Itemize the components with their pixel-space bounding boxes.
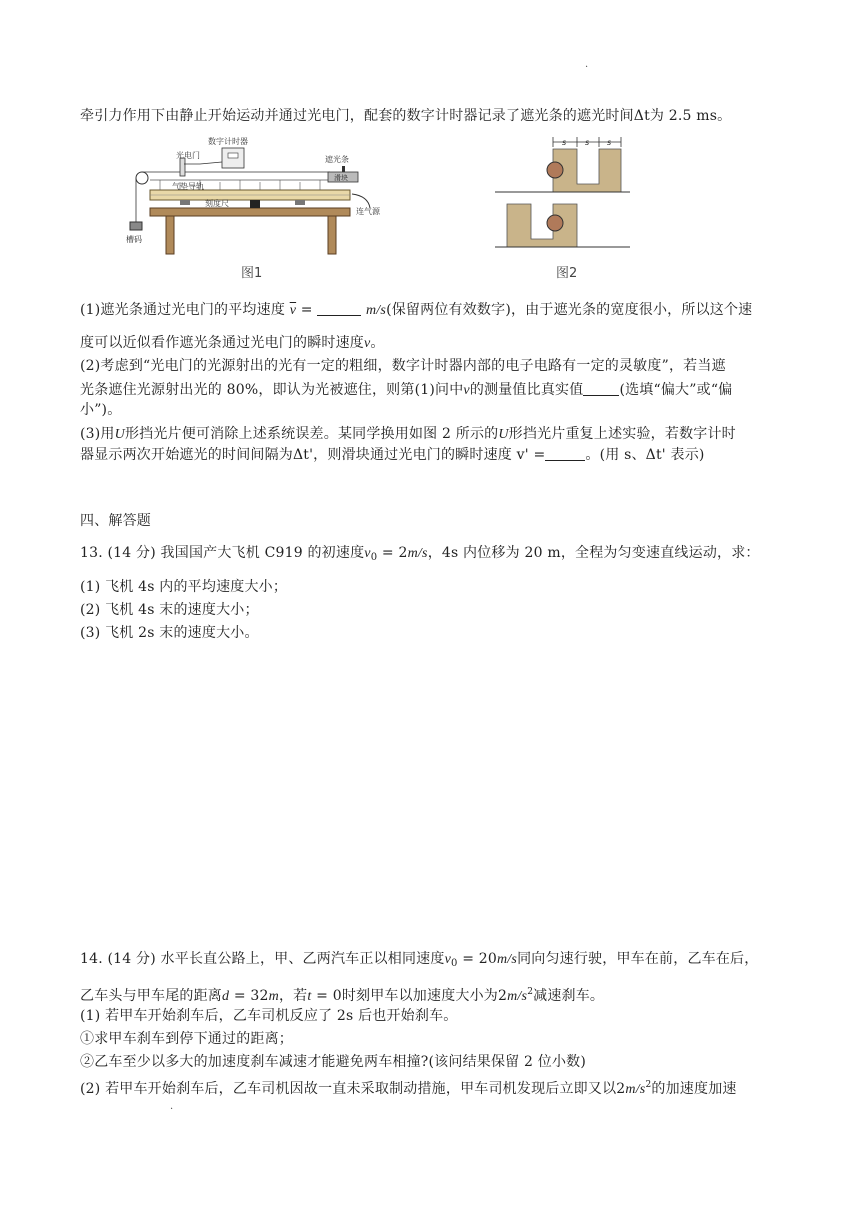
problem-14-line-3: (1) 若甲车开始刹车后，乙车司机反应了 2s 后也开始刹车。 [80, 1008, 458, 1024]
problem-14-line-6: (2) 若甲车开始刹车后，乙车司机因故一直未采取制动措施，甲车司机发现后立即又以$2m/s^2$的加速度加速 [80, 1080, 737, 1097]
label-rail: 气垫导轨 [172, 182, 204, 191]
s-label-2: s [585, 138, 590, 147]
question-3-line-1: (3)用U形挡光片便可消除上述系统误差。某同学换用如图 2 所示的U形挡光片重复上述实验，若数字计时 [80, 426, 736, 442]
s-label-3: s [607, 138, 612, 147]
s-label-1: s [562, 138, 567, 147]
problem-14-line-1: 14. (14 分) 水平长直公路上，甲、乙两汽车正以相同速度$v_0 = 20m/s$同向匀速行驶，甲车在前，乙车在后， [80, 951, 759, 969]
question-1-line-2: 度可以近似看作遮光条通过光电门的瞬时速度v。 [80, 335, 385, 351]
label-strip: 遮光条 [325, 155, 349, 164]
problem-13-stem: 13. (14 分) 我国国产大飞机 C919 的初速度$v_0 = 2m/s$，4s 内位移为 20 m，全程为匀变速直线运动，求： [80, 545, 760, 563]
label-air: 连气源 [356, 207, 380, 216]
label-gate: 光电门 [176, 151, 200, 160]
problem-13-q1: (1) 飞机 4s 内的平均速度大小； [80, 579, 288, 595]
label-timer: 数字计时器 [208, 137, 248, 146]
answer-blank-3 [545, 446, 585, 461]
label-weight: 槽码 [126, 235, 142, 244]
question-2-line-3: 小”)。 [80, 402, 122, 418]
label-ruler: 刻度尺 [205, 199, 229, 208]
figure-1-caption: 图1 [241, 266, 263, 281]
answer-blank-2 [583, 381, 619, 396]
figure-2-caption: 图2 [556, 266, 578, 281]
problem-14-line-4: ①求甲车刹车到停下通过的距离； [80, 1031, 293, 1047]
section-heading: 四、解答题 [80, 513, 151, 529]
page-mark: · [585, 62, 589, 73]
problem-14-line-5: ②乙车至少以多大的加速度刹车减速才能避免两车相撞?(该问结果保留 2 位小数) [80, 1054, 587, 1070]
problem-14-line-2: 乙车头与甲车尾的距离d = 32m，若t = 0时刻甲车以加速度大小为$2m/s^2$减速刹车。 [80, 987, 605, 1004]
figure-2-u-shaped-strip [495, 134, 635, 254]
figure-1-apparatus [120, 134, 380, 259]
question-3-line-2: 器显示两次开始遮光的时间间隔为Δt'，则滑块通过光电门的瞬时速度 v' = 。(用 s、Δt' 表示) [80, 447, 705, 463]
answer-blank-1 [317, 301, 361, 316]
question-2-line-2: 光条遮住光源射出光的 80%，即认为光被遮住，则第(1)问中v的测量值比真实值 (选填“偏大”或“偏 [80, 382, 733, 398]
question-2-line-1: (2)考虑到“光电门的光源射出的光有一定的粗细，数字计时器内部的电子电路有一定的灵敏度”，若当遮 [80, 358, 726, 374]
page-mark-bottom: · [170, 1104, 174, 1115]
label-slider: 滑块 [334, 174, 348, 182]
question-1-line-1: (1)遮光条通过光电门的平均速度 $\overline{v} = m/s$(保留两位有效数字)，由于遮光条的宽度很小，所以这个速 [80, 302, 753, 318]
intro-text: 牵引力作用下由静止开始运动并通过光电门，配套的数字计时器记录了遮光条的遮光时间Δt为 2.5 ms。 [80, 108, 732, 124]
problem-13-q3: (3) 飞机 2s 末的速度大小。 [80, 625, 259, 641]
problem-13-q2: (2) 飞机 4s 末的速度大小； [80, 602, 259, 618]
